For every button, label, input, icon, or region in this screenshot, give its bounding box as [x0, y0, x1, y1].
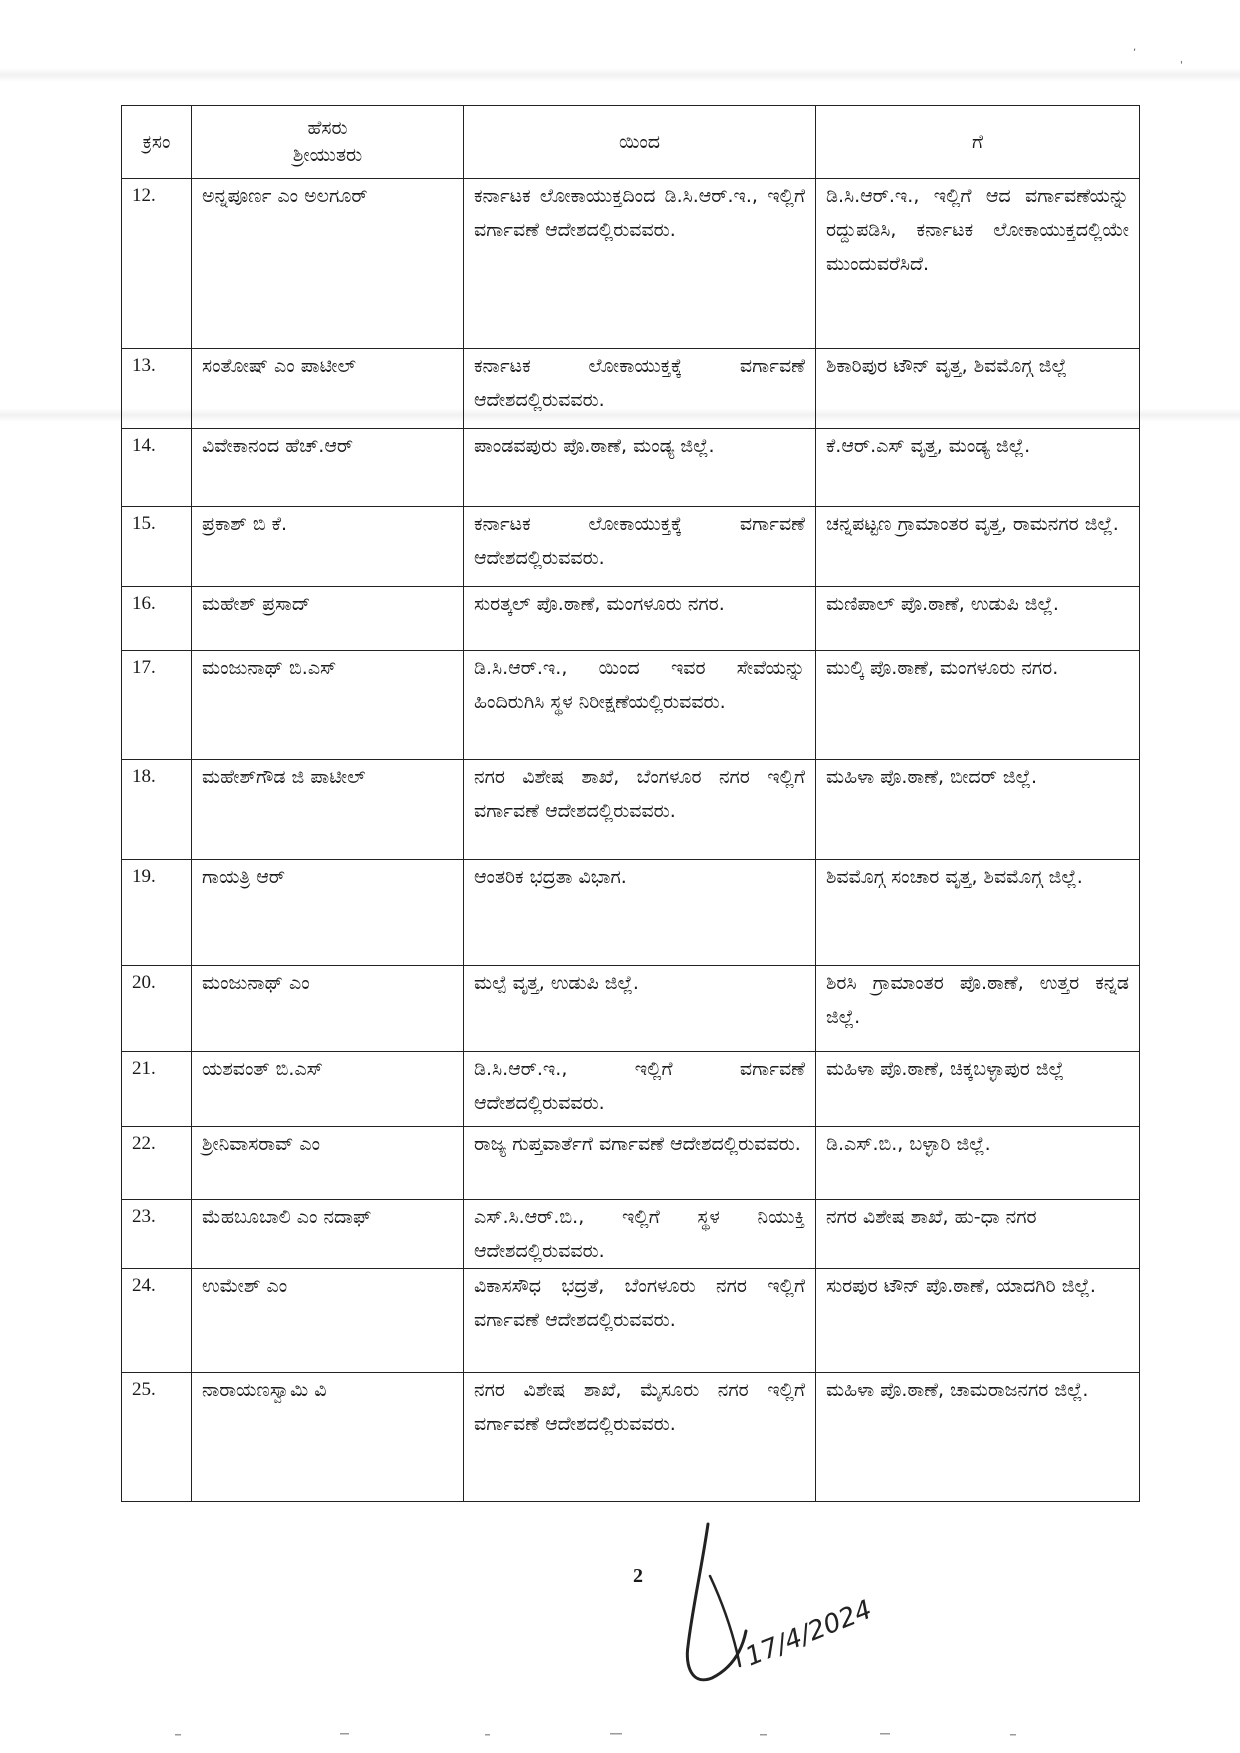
header-serial: ಕ್ರಸಂ [122, 106, 192, 179]
page-number: 2 [633, 1565, 643, 1587]
row-serial: 18. [122, 760, 192, 860]
row-from: ನಗರ ವಿಶೇಷ ಶಾಖೆ, ಮೈಸೂರು ನಗರ ಇಲ್ಲಿಗೆ ವರ್ಗಾವಣೆ ಆದೇಶದಲ್ಲಿರುವವರು. [464, 1373, 816, 1502]
row-from: ಕರ್ನಾಟಕ ಲೋಕಾಯುಕ್ತಕ್ಕೆ ವರ್ಗಾವಣೆ ಆದೇಶದಲ್ಲಿರುವವರು. [464, 349, 816, 429]
signature-stroke [710, 1576, 740, 1666]
row-to: ಶಿವಮೊಗ್ಗ ಸಂಚಾರ ವೃತ್ತ, ಶಿವಮೊಗ್ಗ ಜಿಲ್ಲೆ. [816, 860, 1140, 966]
table-header-row [122, 106, 1140, 179]
row-to: ಮಹಿಳಾ ಪೊ.ಠಾಣೆ, ಚಿಕ್ಕಬಳ್ಳಾಪುರ ಜಿಲ್ಲೆ [816, 1052, 1140, 1127]
row-name: ವಿವೇಕಾನಂದ ಹೆಚ್.ಆರ್ [192, 429, 464, 507]
row-to: ಕೆ.ಆರ್.ಎಸ್ ವೃತ್ತ, ಮಂಡ್ಯ ಜಿಲ್ಲೆ. [816, 429, 1140, 507]
table-row [122, 429, 1140, 507]
row-name: ಮಂಜುನಾಥ್ ಬಿ.ಎಸ್ [192, 651, 464, 760]
row-serial: 14. [122, 429, 192, 507]
row-serial: 16. [122, 587, 192, 651]
row-serial: 22. [122, 1127, 192, 1200]
signature-date [741, 1595, 876, 1673]
row-to: ಮುಲ್ಕಿ ಪೊ.ಠಾಣೆ, ಮಂಗಳೂರು ನಗರ. [816, 651, 1140, 760]
row-name: ನಾರಾಯಣಸ್ವಾಮಿ ವಿ [192, 1373, 464, 1502]
table-row [122, 1200, 1140, 1269]
row-name: ಮೆಹಬೂಬಾಲಿ ಎಂ ನದಾಫ್ [192, 1200, 464, 1269]
row-to: ಶಿರಸಿ ಗ್ರಾಮಾಂತರ ಪೊ.ಠಾಣೆ, ಉತ್ತರ ಕನ್ನಡ ಜಿಲ್ಲೆ. [816, 966, 1140, 1052]
transfer-table [121, 105, 1140, 1502]
row-from: ಮಲ್ಪೆ ವೃತ್ತ, ಉಡುಪಿ ಜಿಲ್ಲೆ. [464, 966, 816, 1052]
row-to: ಮಹಿಳಾ ಪೊ.ಠಾಣೆ, ಚಾಮರಾಜನಗರ ಜಿಲ್ಲೆ. [816, 1373, 1140, 1502]
row-to: ಮಹಿಳಾ ಪೊ.ಠಾಣೆ, ಬೀದರ್ ಜಿಲ್ಲೆ. [816, 760, 1140, 860]
row-serial: 21. [122, 1052, 192, 1127]
row-serial: 19. [122, 860, 192, 966]
row-serial: 13. [122, 349, 192, 429]
row-name: ಅನ್ನಪೂರ್ಣ ಎಂ ಅಲಗೂರ್ [192, 179, 464, 349]
header-to: ಗೆ [816, 106, 1140, 179]
row-serial: 25. [122, 1373, 192, 1502]
scan-speck: ' [1180, 60, 1183, 71]
row-name: ಶ್ರೀನಿವಾಸರಾವ್ ಎಂ [192, 1127, 464, 1200]
row-name: ಮಂಜುನಾಥ್ ಎಂ [192, 966, 464, 1052]
row-to: ಸುರಪುರ ಟೌನ್ ಪೊ.ಠಾಣೆ, ಯಾದಗಿರಿ ಜಿಲ್ಲೆ. [816, 1269, 1140, 1373]
row-to: ಡಿ.ಎಸ್.ಬಿ., ಬಳ್ಳಾರಿ ಜಿಲ್ಲೆ. [816, 1127, 1140, 1200]
table-row [122, 860, 1140, 966]
table-row [122, 651, 1140, 760]
row-from: ನಗರ ವಿಶೇಷ ಶಾಖೆ, ಬೆಂಗಳೂರ ನಗರ ಇಲ್ಲಿಗೆ ವರ್ಗಾವಣೆ ಆದೇಶದಲ್ಲಿರುವವರು. [464, 760, 816, 860]
row-serial: 15. [122, 507, 192, 587]
row-from: ಕರ್ನಾಟಕ ಲೋಕಾಯುಕ್ತದಿಂದ ಡಿ.ಸಿ.ಆರ್.ಇ., ಇಲ್ಲಿಗೆ ವರ್ಗಾವಣೆ ಆದೇಶದಲ್ಲಿರುವವರು. [464, 179, 816, 349]
row-to: ಮಣಿಪಾಲ್ ಪೊ.ಠಾಣೆ, ಉಡುಪಿ ಜಿಲ್ಲೆ. [816, 587, 1140, 651]
row-from: ಡಿ.ಸಿ.ಆರ್.ಇ., ಇಲ್ಲಿಗೆ ವರ್ಗಾವಣೆ ಆದೇಶದಲ್ಲಿರುವವರು. [464, 1052, 816, 1127]
table-row [122, 1052, 1140, 1127]
scan-footer-marks [0, 1730, 1240, 1740]
row-from: ಸುರತ್ಕಲ್ ಪೊ.ಠಾಣೆ, ಮಂಗಳೂರು ನಗರ. [464, 587, 816, 651]
table-row [122, 1127, 1140, 1200]
svg-text:17/4/2024: 17/4/2024 [741, 1594, 877, 1673]
scan-shading-top [0, 68, 1240, 82]
row-from: ಆಂತರಿಕ ಭದ್ರತಾ ವಿಭಾಗ. [464, 860, 816, 966]
row-to: ನಗರ ವಿಶೇಷ ಶಾಖೆ, ಹು-ಧಾ ನಗರ [816, 1200, 1140, 1269]
row-from: ಎಸ್.ಸಿ.ಆರ್.ಬಿ., ಇಲ್ಲಿಗೆ ಸ್ಥಳ ನಿಯುಕ್ತಿ ಆದೇಶದಲ್ಲಿರುವವರು. [464, 1200, 816, 1269]
signature [680, 1516, 880, 1696]
row-from: ರಾಜ್ಯ ಗುಪ್ತವಾರ್ತೆಗೆ ವರ್ಗಾವಣೆ ಆದೇಶದಲ್ಲಿರುವವರು. [464, 1127, 816, 1200]
scan-speck: , [1133, 42, 1137, 53]
row-from: ವಿಕಾಸಸೌಧ ಭದ್ರತೆ, ಬೆಂಗಳೂರು ನಗರ ಇಲ್ಲಿಗೆ ವರ್ಗಾವಣೆ ಆದೇಶದಲ್ಲಿರುವವರು. [464, 1269, 816, 1373]
header-from: ಯಿಂದ [464, 106, 816, 179]
header-name [192, 106, 464, 179]
row-from: ಪಾಂಡವಪುರು ಪೊ.ಠಾಣೆ, ಮಂಡ್ಯ ಜಿಲ್ಲೆ. [464, 429, 816, 507]
table-row [122, 1373, 1140, 1502]
row-name: ಯಶವಂತ್ ಬಿ.ಎಸ್ [192, 1052, 464, 1127]
row-name: ಗಾಯತ್ರಿ ಆರ್ [192, 860, 464, 966]
row-to: ಡಿ.ಸಿ.ಆರ್.ಇ., ಇಲ್ಲಿಗೆ ಆದ ವರ್ಗಾವಣೆಯನ್ನು ರದ್ದುಪಡಿಸಿ, ಕರ್ನಾಟಕ ಲೋಕಾಯುಕ್ತದಲ್ಲಿಯೇ ಮುಂದುವರೆಸಿದೆ. [816, 179, 1140, 349]
row-to: ಚನ್ನಪಟ್ಟಣ ಗ್ರಾಮಾಂತರ ವೃತ್ತ, ರಾಮನಗರ ಜಿಲ್ಲೆ. [816, 507, 1140, 587]
row-from: ಕರ್ನಾಟಕ ಲೋಕಾಯುಕ್ತಕ್ಕೆ ವರ್ಗಾವಣೆ ಆದೇಶದಲ್ಲಿರುವವರು. [464, 507, 816, 587]
table-row [122, 179, 1140, 349]
row-serial: 20. [122, 966, 192, 1052]
row-to: ಶಿಕಾರಿಪುರ ಟೌನ್ ವೃತ್ತ, ಶಿವಮೊಗ್ಗ ಜಿಲ್ಲೆ [816, 349, 1140, 429]
row-from: ಡಿ.ಸಿ.ಆರ್.ಇ., ಯಿಂದ ಇವರ ಸೇವೆಯನ್ನು ಹಿಂದಿರುಗಿಸಿ ಸ್ಥಳ ನಿರೀಕ್ಷಣೆಯಲ್ಲಿರುವವರು. [464, 651, 816, 760]
table-row [122, 760, 1140, 860]
row-serial: 12. [122, 179, 192, 349]
row-name: ಮಹೇಶ್ ಪ್ರಸಾದ್ [192, 587, 464, 651]
header-name-line1: ಹೆಸರು [307, 117, 348, 139]
table-row [122, 587, 1140, 651]
row-name: ಉಮೇಶ್ ಎಂ [192, 1269, 464, 1373]
row-serial: 17. [122, 651, 192, 760]
table-row [122, 1269, 1140, 1373]
table-row [122, 966, 1140, 1052]
row-serial: 23. [122, 1200, 192, 1269]
row-serial: 24. [122, 1269, 192, 1373]
row-name: ಮಹೇಶ್‌ಗೌಡ ಜಿ ಪಾಟೀಲ್ [192, 760, 464, 860]
row-name: ಸಂತೋಷ್ ಎಂ ಪಾಟೀಲ್ [192, 349, 464, 429]
row-name: ಪ್ರಕಾಶ್ ಬಿ ಕೆ. [192, 507, 464, 587]
table-row [122, 349, 1140, 429]
header-name-line2: ಶ್ರೀಯುತರು [292, 144, 363, 166]
table-row [122, 507, 1140, 587]
